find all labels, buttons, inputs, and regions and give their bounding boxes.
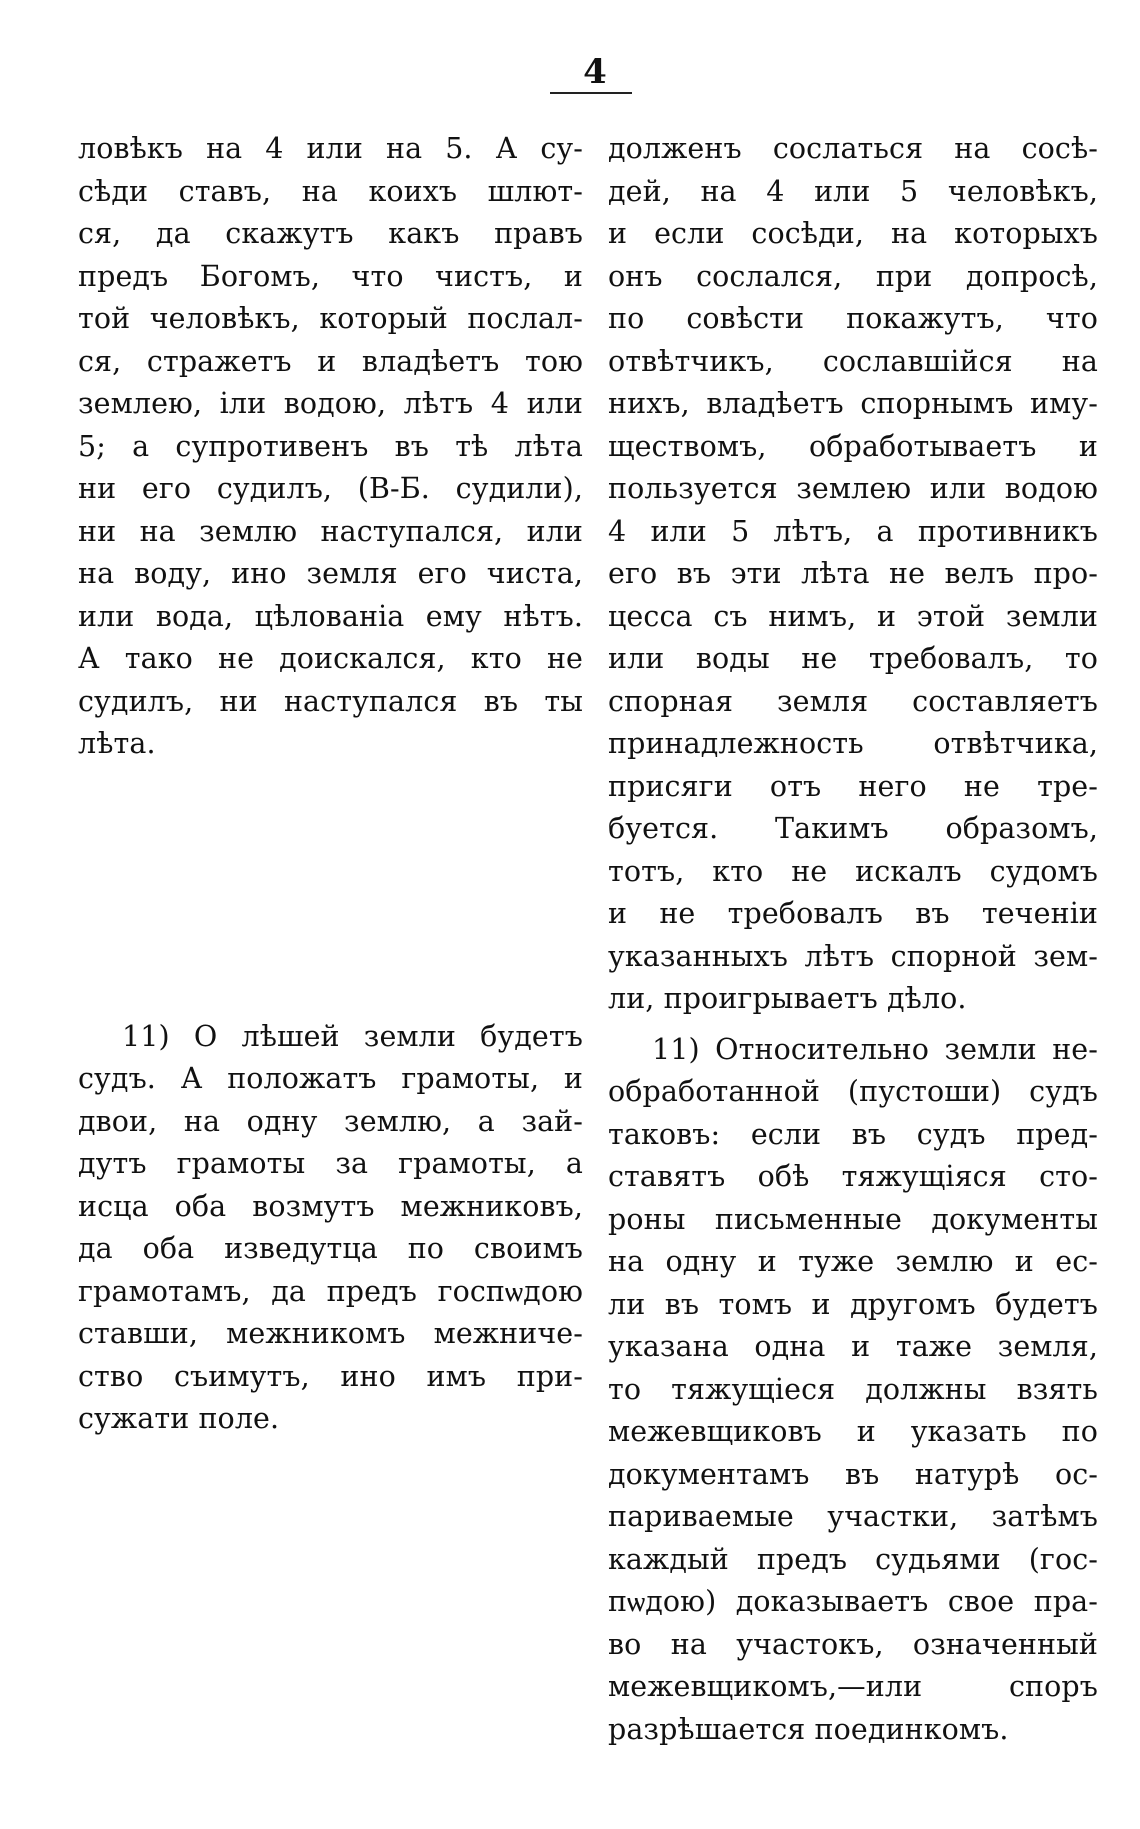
text-line: ни на землю наступался, или	[78, 514, 583, 548]
text-line: А тако не доискался, кто не	[78, 642, 583, 675]
text-line: землею, іли водою, лѣтъ 4 или	[78, 387, 583, 420]
text-line: пѡдою) доказываетъ свое пра-	[608, 1585, 1098, 1618]
text-line: ся, стражетъ и владѣетъ тою	[78, 344, 583, 378]
text-line: да оба изведутца по своимъ	[78, 1232, 583, 1265]
text-line: его въ эти лѣта не велъ про-	[608, 557, 1098, 590]
text-line: на одну и туже землю и ес-	[608, 1245, 1098, 1278]
text-line: роны письменные документы	[608, 1202, 1098, 1236]
right-section-2	[608, 1029, 1098, 1752]
text-line: спорная земля составляетъ	[608, 684, 1098, 718]
text-line: указанныхъ лѣтъ спорной зем-	[608, 939, 1098, 973]
text-line: документамъ въ натурѣ ос-	[608, 1457, 1098, 1491]
text-line: двои, на одну землю, а зай-	[78, 1104, 583, 1138]
text-line: ство съимутъ, ино имъ при-	[78, 1359, 583, 1393]
text-line: лѣта.	[78, 727, 156, 760]
text-line: ся, да скажутъ какъ правъ	[78, 217, 583, 250]
text-line: нихъ, владѣетъ спорнымъ иму-	[608, 387, 1098, 420]
text-line: 11) Относительно земли не-	[652, 1032, 1098, 1066]
text-line: каждый предъ судьями (гос-	[608, 1542, 1098, 1576]
text-line: обработанной (пустоши) судъ	[608, 1075, 1098, 1108]
text-line: ни его судилъ, (В-Б. судили),	[78, 472, 583, 505]
text-line: и не требовалъ въ теченіи	[608, 897, 1098, 930]
text-line: принадлежность отвѣтчика,	[608, 727, 1098, 760]
text-line: онъ сослался, при допросѣ,	[608, 259, 1098, 293]
text-line: ли въ томъ и другомъ будетъ	[608, 1287, 1098, 1321]
text-line: 4 или 5 лѣтъ, а противникъ	[608, 514, 1098, 548]
text-line: по совѣсти покажутъ, что	[608, 302, 1098, 335]
text-line: разрѣшается поединкомъ.	[608, 1712, 1009, 1746]
text-line: буется. Такимъ образомъ,	[608, 812, 1098, 845]
text-line: судилъ, ни наступался въ ты	[78, 684, 583, 718]
text-line: ли, проигрываетъ дѣло.	[608, 982, 967, 1015]
left-section-2	[78, 1016, 583, 1441]
text-line: отвѣтчикъ, сославшійся на	[608, 344, 1098, 378]
text-line: пользуется землею или водою	[608, 472, 1098, 505]
text-line: 5; а супротивенъ въ тѣ лѣта	[78, 429, 583, 463]
text-line: или воды не требовалъ, то	[608, 642, 1098, 675]
text-line: ставши, межникомъ межниче-	[78, 1317, 583, 1350]
text-line: во на участокъ, означенный	[608, 1627, 1098, 1661]
spacer	[78, 766, 583, 1016]
text-line: ставятъ обѣ тяжущіяся сто-	[608, 1160, 1098, 1193]
text-line: цесса съ нимъ, и этой земли	[608, 599, 1098, 633]
text-line: межевщиковъ и указать по	[608, 1415, 1098, 1448]
text-line: дей, на 4 или 5 человѣкъ,	[608, 174, 1098, 208]
text-line: долженъ сослаться на сосѣ-	[608, 132, 1098, 165]
text-line: грамотамъ, да предъ госпѡдою	[78, 1274, 583, 1308]
page-number: 4	[583, 52, 607, 92]
text-line: судъ. А положатъ грамоты, и	[78, 1062, 583, 1095]
text-line: межевщикомъ,—или споръ	[608, 1670, 1098, 1703]
text-line: исца оба возмутъ межниковъ,	[78, 1189, 583, 1223]
text-line: сужати поле.	[78, 1402, 280, 1435]
text-line: указана одна и таже земля,	[608, 1330, 1098, 1363]
left-section-1	[78, 128, 583, 766]
text-line: то тяжущіеся должны взять	[608, 1372, 1098, 1406]
text-line: на воду, ино земля его чиста,	[78, 557, 583, 590]
text-line: той человѣкъ, который послал-	[78, 302, 583, 335]
text-line: и если сосѣди, на которыхъ	[608, 217, 1098, 250]
header-rule	[550, 92, 632, 94]
text-line: дутъ грамоты за грамоты, а	[78, 1147, 583, 1180]
text-line: ществомъ, обработываетъ и	[608, 429, 1098, 463]
text-line: тотъ, кто не искалъ судомъ	[608, 854, 1098, 888]
right-column	[608, 128, 1098, 1751]
text-line: ловѣкъ на 4 или на 5. А су-	[78, 132, 583, 165]
text-line: париваемые участки, затѣмъ	[608, 1500, 1098, 1533]
left-column	[78, 128, 583, 1441]
right-section-1	[608, 128, 1098, 1021]
text-line: или вода, цѣлованіа ему нѣтъ.	[78, 599, 583, 633]
text-line: сѣди ставъ, на коихъ шлют-	[78, 174, 583, 208]
text-line: присяги отъ него не тре-	[608, 769, 1098, 803]
text-line: таковъ: если въ судъ пред-	[608, 1117, 1098, 1151]
text-line: 11) О лѣшей земли будетъ	[122, 1019, 583, 1053]
text-line: предъ Богомъ, что чистъ, и	[78, 259, 583, 293]
